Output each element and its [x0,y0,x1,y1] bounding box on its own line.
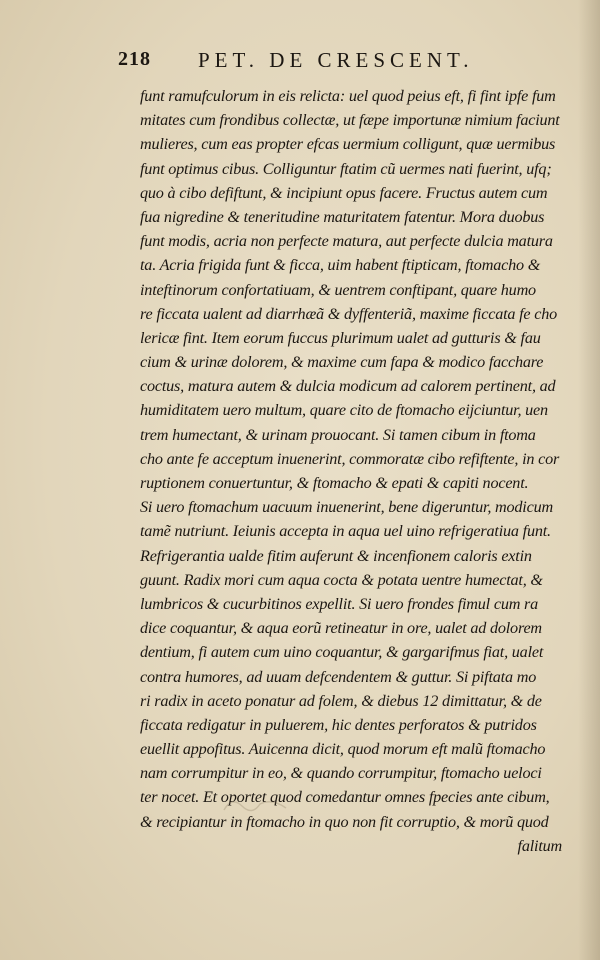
text-line: lumbricos & cucurbitinos expellit. Si uero frondes fimul cum ra [140,594,539,613]
text-line: tamẽ nutriunt. Ieiunis accepta in aqua uel uino refrigeratiua funt. [140,522,551,541]
text-line: lericæ fint. Item eorum fuccus plurimum ualet ad gutturis & fau [140,328,541,347]
text-line: funt modis, acria non perfecte matura, aut perfecte dulcia matura [140,232,553,251]
catchword: falitum [517,836,562,855]
text-line: Refrigerantia ualde fitim auferunt & incenfionem caloris extin [140,546,532,565]
text-line: guunt. Radix mori cum aqua cocta & potata uentre humectat, & [140,570,543,589]
text-line: funt optimus cibus. Colliguntur ftatim cũ uermes nati fuerint, ufq; [140,159,552,178]
text-line: contra humores, ad uuam defcendentem & guttur. Si piftata mo [140,667,537,686]
text-line: ri radix in aceto ponatur ad folem, & diebus 12 dimittatur, & de [140,691,542,710]
text-line: ter nocet. Et oportet quod comedantur omnes fpecies ante cibum, [140,788,550,807]
text-line: nam corrumpitur in eo, & quando corrumpitur, ftomacho ueloci [140,764,542,783]
text-line: dice coquantur, & aqua eorũ retineatur in ore, ualet ad dolorem [140,619,542,638]
faint-stamp-mark [220,790,290,818]
text-line: dentium, fi autem cum uino coquantur, & gargarifmus fiat, ualet [140,643,544,662]
text-line: cium & urinæ dolorem, & maxime cum fapa & modico facchare [140,353,544,372]
text-line: trem humectant, & urinam prouocant. Si tamen cibum in ftoma [140,425,536,444]
text-line: humiditatem uero multum, quare cito de ftomacho eijciuntur, uen [140,401,548,420]
text-line: quo à cibo defiftunt, & incipiunt opus facere. Fructus autem cum [140,183,548,202]
folio-number: 218 [118,48,151,70]
body-text [140,84,590,858]
page-header [118,48,518,78]
text-line: euellit appofitus. Auicenna dicit, quod morum eft malũ ftomacho [140,740,546,759]
text-line: ruptionem conuertuntur, & ftomacho & epati & capiti nocent. [140,474,529,492]
text-line: coctus, matura autem & dulcia modicum ad calorem pertinent, ad [140,377,556,396]
text-line: mulieres, cum eas propter efcas uermium colligunt, quæ uermibus [140,135,556,154]
text-line: Si uero ftomachum uacuum inuenerint, bene digeruntur, modicum [140,498,553,517]
running-head: PET. DE CRESCENT. [198,48,474,72]
text-line: mitates cum frondibus collectæ, ut fæpe importunæ nimium faciunt [140,111,560,130]
text-line: ficcata redigatur in puluerem, hic dentes perforatos & putridos [140,715,537,734]
text-line: ta. Acria frigida funt & ficca, uim habent ftipticam, ftomacho & [140,256,541,275]
text-line: funt ramufculorum in eis relicta: uel quod peius eft, fi fint ipfe fum [140,87,556,105]
text-line: & recipiantur in ftomacho in quo non fit corruptio, & morũ quod [140,812,549,831]
text-line: re ficcata ualent ad diarrhæã & dyffenteriã, maxime ficcata fe cho [140,304,558,323]
text-line: fua nigredine & teneritudine maturitatem fatentur. Mora duobus [140,207,545,226]
text-line: cho ante fe acceptum inuenerint, commoratæ cibo refiftente, in cor [140,449,560,468]
text-line: inteftinorum confortatiuam, & uentrem conftipant, quare humo [140,280,536,299]
